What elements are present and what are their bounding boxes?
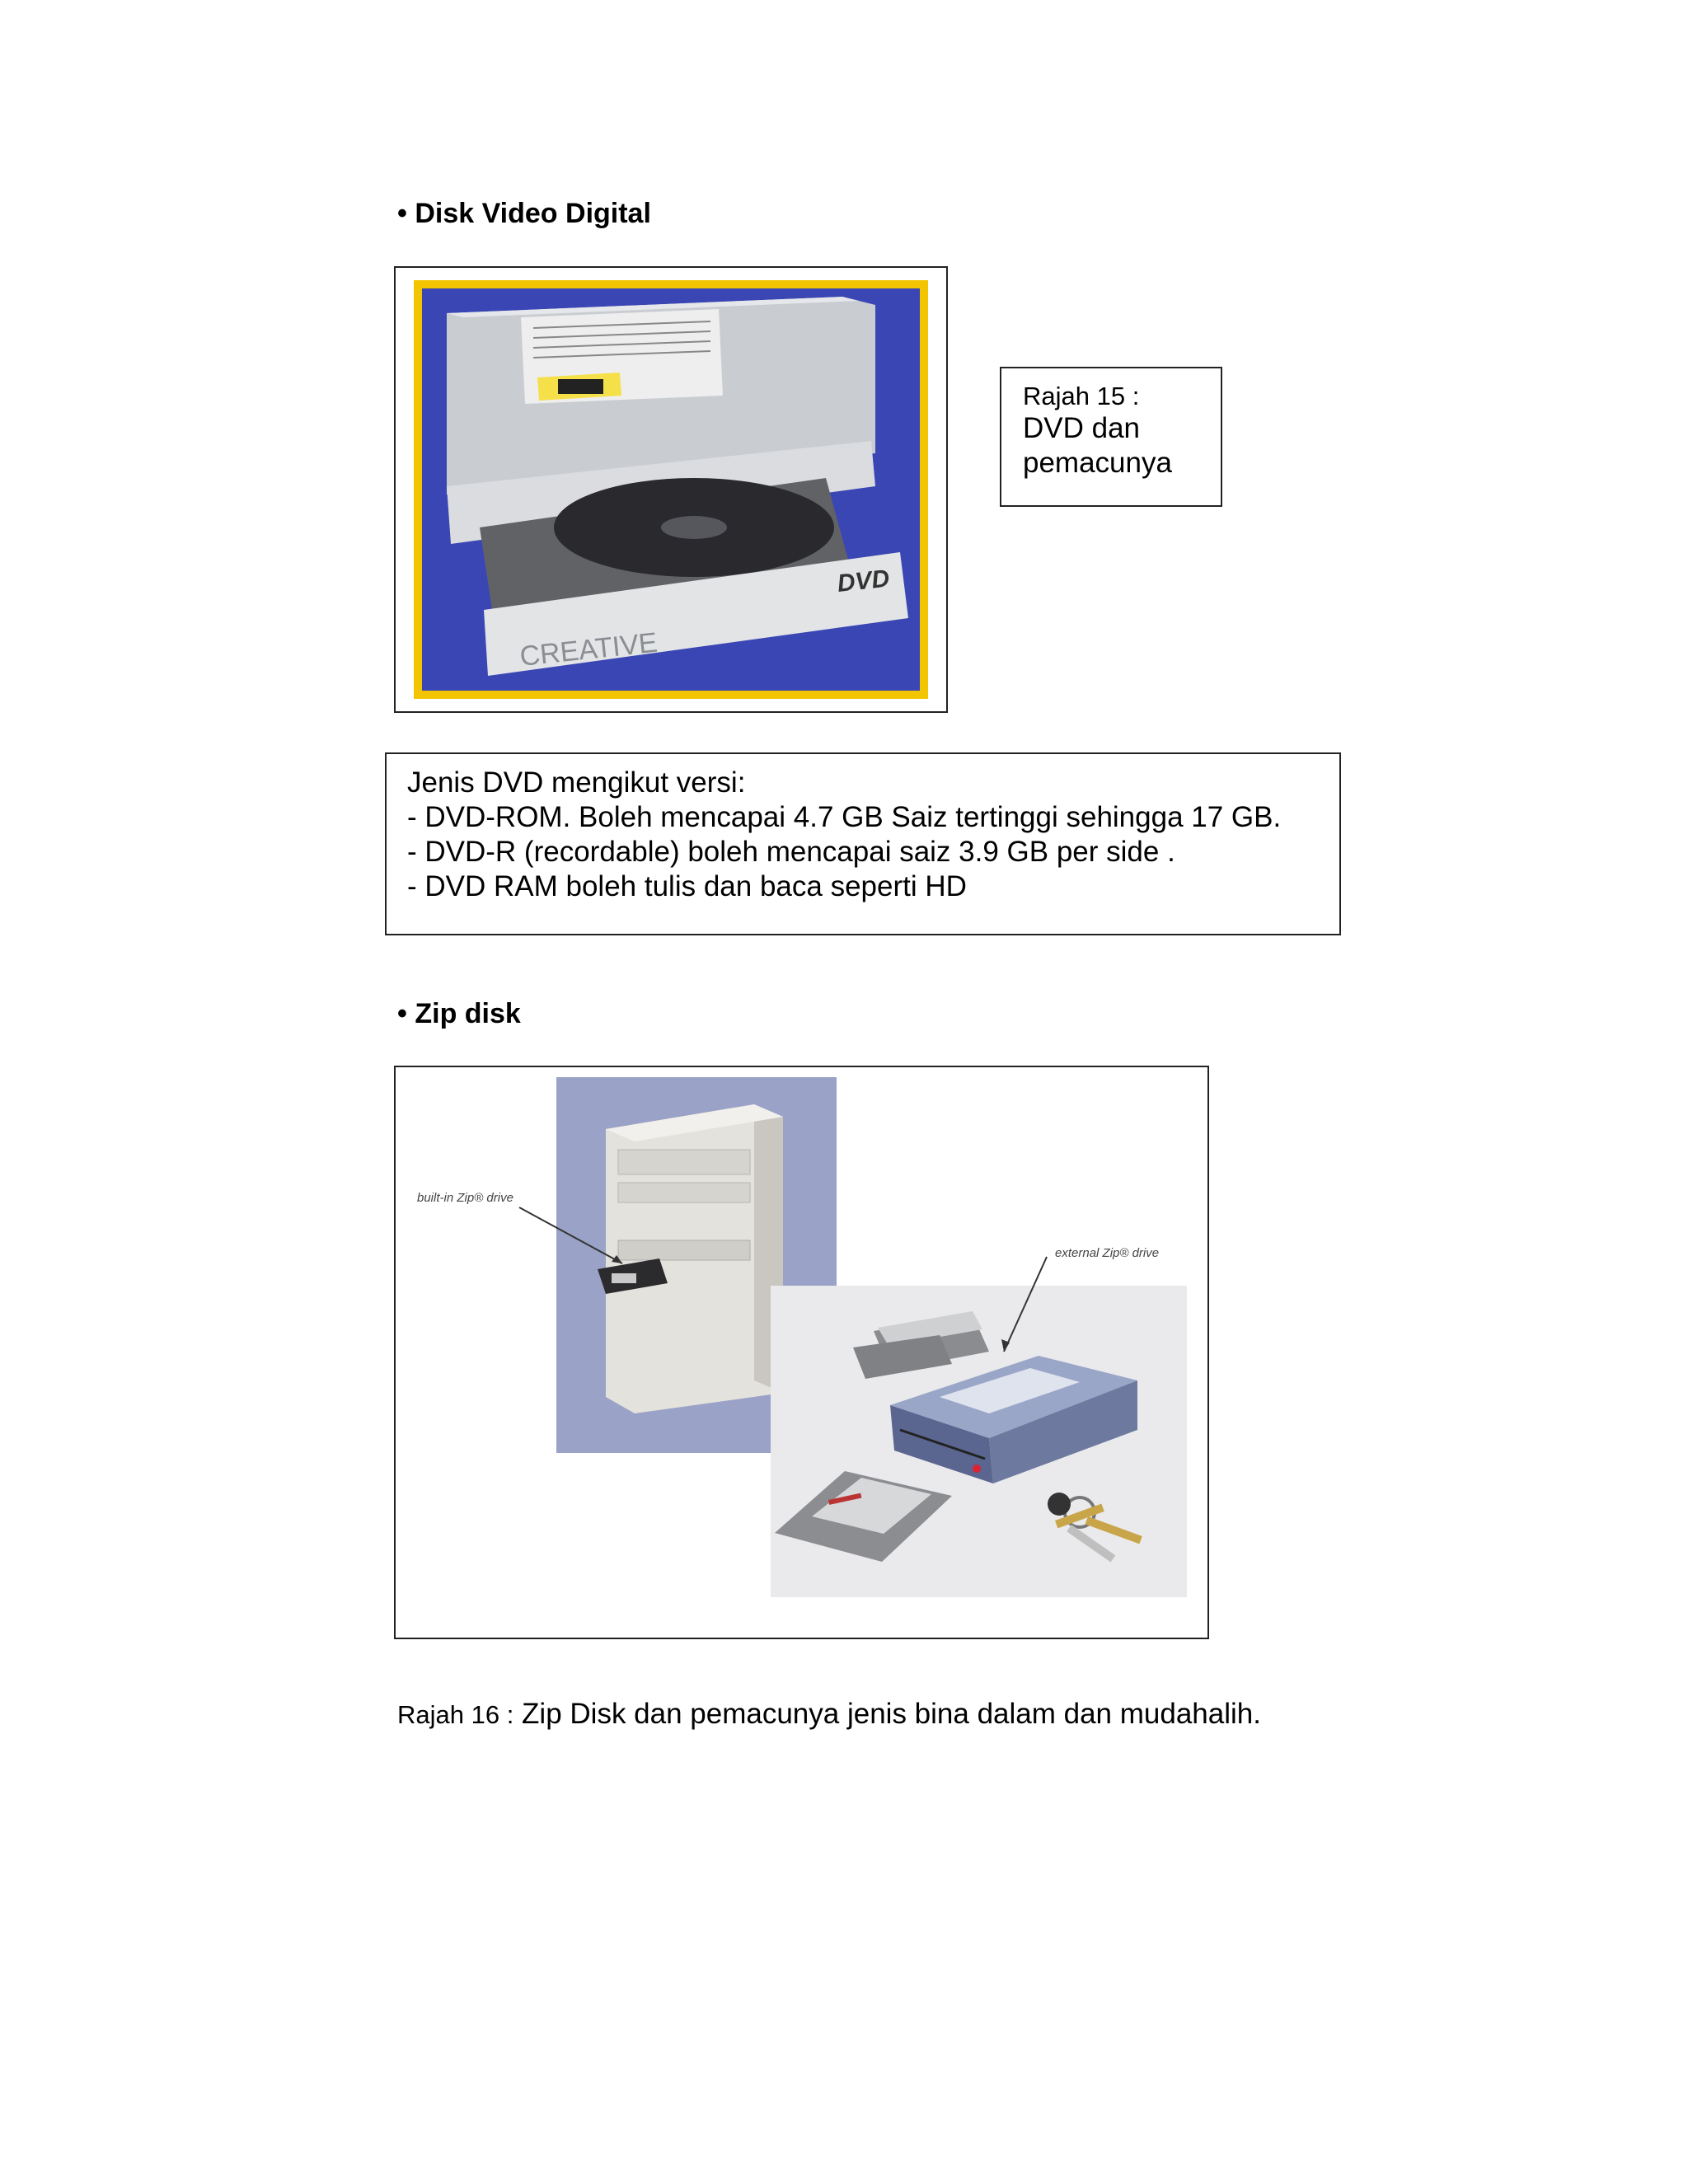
external-zip-drive-label: external Zip® drive [1055,1246,1160,1260]
dvd-type-rom: - DVD-ROM. Boleh mencapai 4.7 GB Saiz tertinggi sehingga 17 GB. [407,801,1282,833]
zip-figure-box [394,1066,1209,1639]
figure-16-caption [397,1698,1261,1731]
figure-16-label: Rajah 16 : [397,1700,514,1729]
dvd-types-title: Jenis DVD mengikut versi: [407,766,746,799]
dvd-figure-box [394,266,948,713]
heading-disk-video-digital: • Disk Video Digital [397,198,651,229]
dvd-type-r: - DVD-R (recordable) boleh mencapai saiz 3.9 GB per side . [407,836,1175,868]
dvd-types-box [385,752,1341,935]
dvd-type-ram: - DVD RAM boleh tulis dan baca seperti HD [407,870,967,902]
dvd-logo-text: DVD [836,565,891,598]
dvd-drive-illustration [414,280,928,699]
zip-drive-illustration [396,1067,1207,1636]
dvd-drive-photo [414,280,928,699]
heading-zip-disk: • Zip disk [397,998,521,1029]
creative-brand-text: CREATIVE [518,626,659,673]
figure-15-caption-box [1000,367,1222,507]
figure-15-label: Rajah 15 : [1023,382,1140,410]
builtin-zip-drive-label: built-in Zip® drive [417,1191,513,1205]
figure-15-caption-line1: DVD dan [1023,412,1141,444]
figure-15-caption-line2: pemacunya [1023,447,1172,479]
figure-16-caption-text: Zip Disk dan pemacunya jenis bina dalam dan mudahalih. [513,1698,1261,1730]
